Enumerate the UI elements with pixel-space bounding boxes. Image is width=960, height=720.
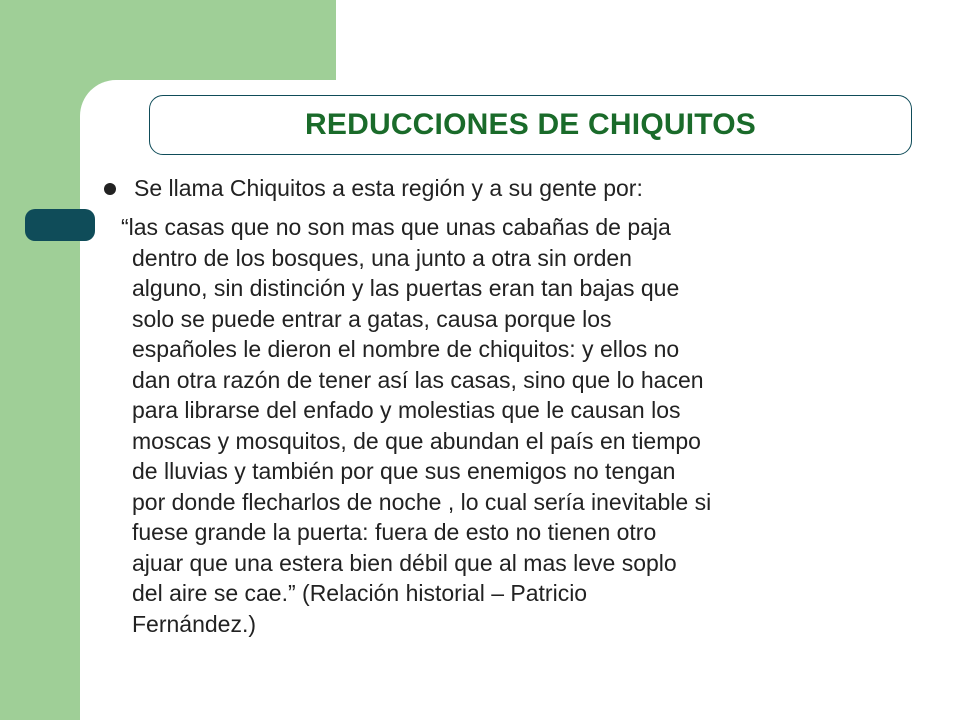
quote-paragraph	[121, 212, 950, 639]
quote-line: moscas y mosquitos, de que abundan el país en tiempo	[132, 427, 701, 454]
bullet-item	[104, 173, 643, 203]
quote-line: alguno, sin distinción y las puertas eran tan bajas que	[132, 275, 680, 301]
accent-tab-decoration	[25, 209, 95, 241]
bullet-dot-icon	[104, 183, 116, 195]
quote-line: fuese grande la puerta: fuera de esto no tienen otro	[132, 519, 657, 545]
quote-line: Fernández.)	[132, 610, 257, 637]
bullet-text: Se llama Chiquitos a esta región y a su gente por:	[134, 175, 643, 201]
quote-line: para librarse del enfado y molestias que le causan los	[132, 397, 681, 423]
title-box	[149, 95, 912, 155]
quote-line: dan otra razón de tener así las casas, sino que lo hacen	[132, 366, 704, 393]
quote-line: por donde flecharlos de noche , lo cual sería inevitable si	[132, 488, 712, 515]
quote-line: españoles le dieron el nombre de chiquitos: y ellos no	[132, 336, 680, 362]
slide-title: REDUCCIONES DE CHIQUITOS	[305, 108, 756, 141]
quote-line: solo se puede entrar a gatas, causa porque los	[132, 305, 612, 332]
quote-line: de lluvias y también por que sus enemigos no tengan	[132, 458, 676, 484]
quote-line: dentro de los bosques, una junto a otra sin orden	[132, 244, 632, 271]
quote-line: del aire se cae.” (Relación historial – Patricio	[132, 580, 588, 606]
quote-line: ajuar que una estera bien débil que al mas leve soplo	[132, 549, 677, 576]
quote-line: “las casas que no son mas que unas cabañas de paja	[121, 214, 671, 240]
